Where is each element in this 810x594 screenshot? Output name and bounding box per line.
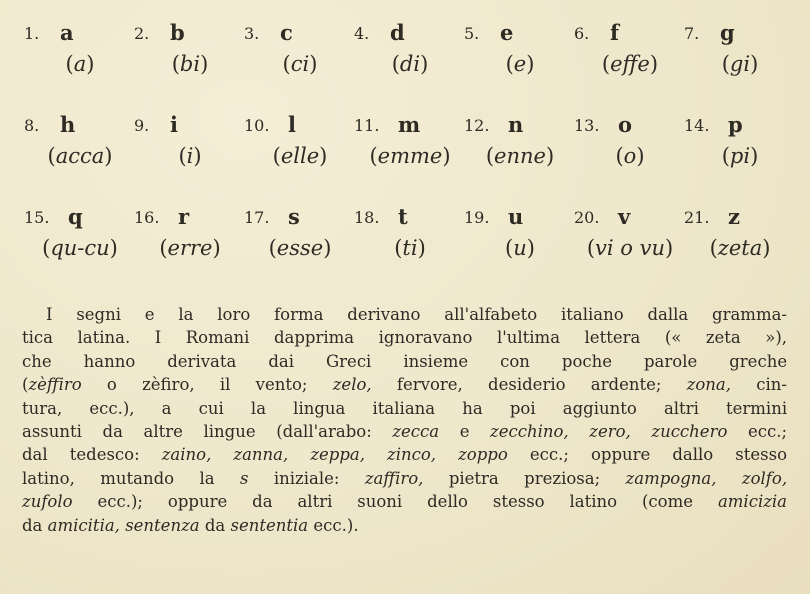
alphabet-entry	[354, 112, 466, 182]
alphabet-entry	[684, 112, 796, 182]
alphabet-entry	[464, 112, 576, 182]
alphabet-entry	[134, 112, 246, 182]
paragraph-line: dal tedesco: zaino, zanna, zeppa, zinco, zoppo ecc.; oppure dallo stesso	[22, 445, 788, 465]
letter-number: 19.	[464, 208, 490, 227]
body-paragraph	[22, 303, 787, 537]
letter-glyph: u	[508, 204, 524, 229]
paragraph-line: che hanno derivata dai Greci insieme con poche parole greche	[22, 351, 788, 371]
alphabet-entry	[134, 204, 246, 274]
letter-name: (pi)	[721, 144, 759, 168]
paragraph-line: da amicitia, sentenza da sententia ecc.).	[22, 515, 359, 535]
letter-number: 14.	[684, 116, 710, 135]
letter-name: (acca)	[47, 144, 113, 168]
letter-glyph: s	[288, 204, 300, 229]
letter-name: (bi)	[171, 52, 209, 76]
letter-number: 18.	[354, 208, 380, 227]
letter-name: (e)	[505, 52, 535, 76]
letter-name: (emme)	[369, 144, 451, 168]
letter-name-text: i	[186, 144, 194, 168]
letter-name-text: qu-cu	[50, 236, 110, 260]
letter-name-text: gi	[729, 52, 751, 76]
letter-number: 13.	[574, 116, 600, 135]
letter-name: (ti)	[394, 236, 426, 260]
letter-glyph: d	[390, 20, 405, 45]
letter-name: (elle)	[272, 144, 328, 168]
letter-glyph: i	[170, 112, 178, 137]
letter-name-text: e	[513, 52, 527, 76]
letter-number: 16.	[134, 208, 160, 227]
paragraph-line: latino, mutando la s iniziale: zaffiro, pietra preziosa; zampogna, zolfo,	[22, 468, 788, 488]
letter-glyph: n	[508, 112, 524, 137]
alphabet-entry	[464, 20, 576, 90]
letter-name-text: emme	[377, 144, 443, 168]
letter-name-text: effe	[610, 52, 650, 76]
letter-glyph: f	[610, 20, 620, 45]
letter-name: (qu-cu)	[42, 236, 118, 260]
letter-glyph: o	[618, 112, 633, 137]
letter-name-text: u	[513, 236, 527, 260]
alphabet-entry	[24, 20, 136, 90]
alphabet-entry	[684, 204, 796, 274]
letter-number: 8.	[24, 116, 40, 135]
letter-number: 4.	[354, 24, 370, 43]
letter-glyph: e	[500, 20, 514, 45]
letter-number: 1.	[24, 24, 40, 43]
alphabet-entry	[574, 204, 686, 274]
letter-name: (gi)	[721, 52, 759, 76]
letter-name: (i)	[178, 144, 202, 168]
letter-number: 9.	[134, 116, 150, 135]
letter-number: 3.	[244, 24, 260, 43]
letter-number: 21.	[684, 208, 710, 227]
letter-number: 11.	[354, 116, 380, 135]
paragraph-line: zufolo ecc.); oppure da altri suoni dello stesso latino (come amicizia	[22, 492, 788, 512]
alphabet-entry	[244, 204, 356, 274]
letter-name-text: erre	[167, 236, 213, 260]
alphabet-entry	[134, 20, 246, 90]
letter-number: 12.	[464, 116, 490, 135]
alphabet-entry	[24, 204, 136, 274]
letter-name: (vi o vu)	[586, 236, 674, 260]
letter-glyph: z	[728, 204, 740, 229]
letter-number: 10.	[244, 116, 270, 135]
letter-name-text: ti	[402, 236, 418, 260]
alphabet-entry	[684, 20, 796, 90]
letter-name: (zeta)	[709, 236, 771, 260]
letter-glyph: c	[280, 20, 293, 45]
paragraph-line: I segni e la loro forma derivano all'alfabeto italiano dalla gramma-	[46, 305, 788, 324]
letter-name-text: di	[399, 52, 421, 76]
letter-number: 2.	[134, 24, 150, 43]
alphabet-entry	[244, 112, 356, 182]
letter-glyph: t	[398, 204, 408, 229]
letter-name: (enne)	[485, 144, 555, 168]
letter-glyph: h	[60, 112, 76, 137]
letter-name-text: vi o vu	[595, 236, 665, 260]
letter-name-text: o	[623, 144, 637, 168]
letter-glyph: r	[178, 204, 190, 229]
alphabet-entry	[464, 204, 576, 274]
letter-number: 5.	[464, 24, 480, 43]
letter-name: (ci)	[282, 52, 318, 76]
letter-name-text: elle	[280, 144, 320, 168]
letter-glyph: p	[728, 112, 743, 137]
alphabet-entry	[24, 112, 136, 182]
letter-name: (o)	[615, 144, 645, 168]
letter-name: (di)	[391, 52, 429, 76]
letter-number: 17.	[244, 208, 270, 227]
letter-name: (u)	[505, 236, 535, 260]
letter-glyph: l	[288, 112, 296, 137]
letter-glyph: q	[68, 204, 83, 229]
letter-glyph: m	[398, 112, 421, 137]
letter-name: (a)	[65, 52, 95, 76]
paragraph-line: (zèffiro o zèfiro, il vento; zelo, fervore, desiderio ardente; zona, cin-	[22, 375, 787, 395]
paragraph-line: tica latina. I Romani dapprima ignoravano l'ultima lettera (« zeta »),	[22, 328, 788, 348]
letter-glyph: g	[720, 20, 735, 45]
letter-name: (erre)	[159, 236, 221, 260]
letter-name-text: zeta	[717, 236, 763, 260]
letter-number: 15.	[24, 208, 50, 227]
letter-name: (effe)	[601, 52, 659, 76]
alphabet-entry	[354, 204, 466, 274]
paragraph-line: assunti da altre lingue (dall'arabo: zecca e zecchino, zero, zucchero ecc.;	[22, 421, 788, 441]
letter-glyph: a	[60, 20, 74, 45]
alphabet-entry	[574, 20, 686, 90]
letter-name: (esse)	[268, 236, 332, 260]
letter-name-text: pi	[729, 144, 751, 168]
paragraph-line: tura, ecc.), a cui la lingua italiana ha poi aggiunto altri termini	[22, 398, 788, 418]
letter-name-text: acca	[55, 144, 105, 168]
alphabet-entry	[244, 20, 356, 90]
letter-number: 7.	[684, 24, 700, 43]
letter-name-text: ci	[290, 52, 310, 76]
letter-number: 20.	[574, 208, 600, 227]
alphabet-entry	[354, 20, 466, 90]
letter-glyph: b	[170, 20, 185, 45]
letter-glyph: v	[618, 204, 631, 229]
letter-number: 6.	[574, 24, 590, 43]
letter-name-text: bi	[179, 52, 201, 76]
letter-name-text: enne	[494, 144, 546, 168]
alphabet-entry	[574, 112, 686, 182]
letter-name-text: a	[73, 52, 87, 76]
letter-name-text: esse	[276, 236, 324, 260]
